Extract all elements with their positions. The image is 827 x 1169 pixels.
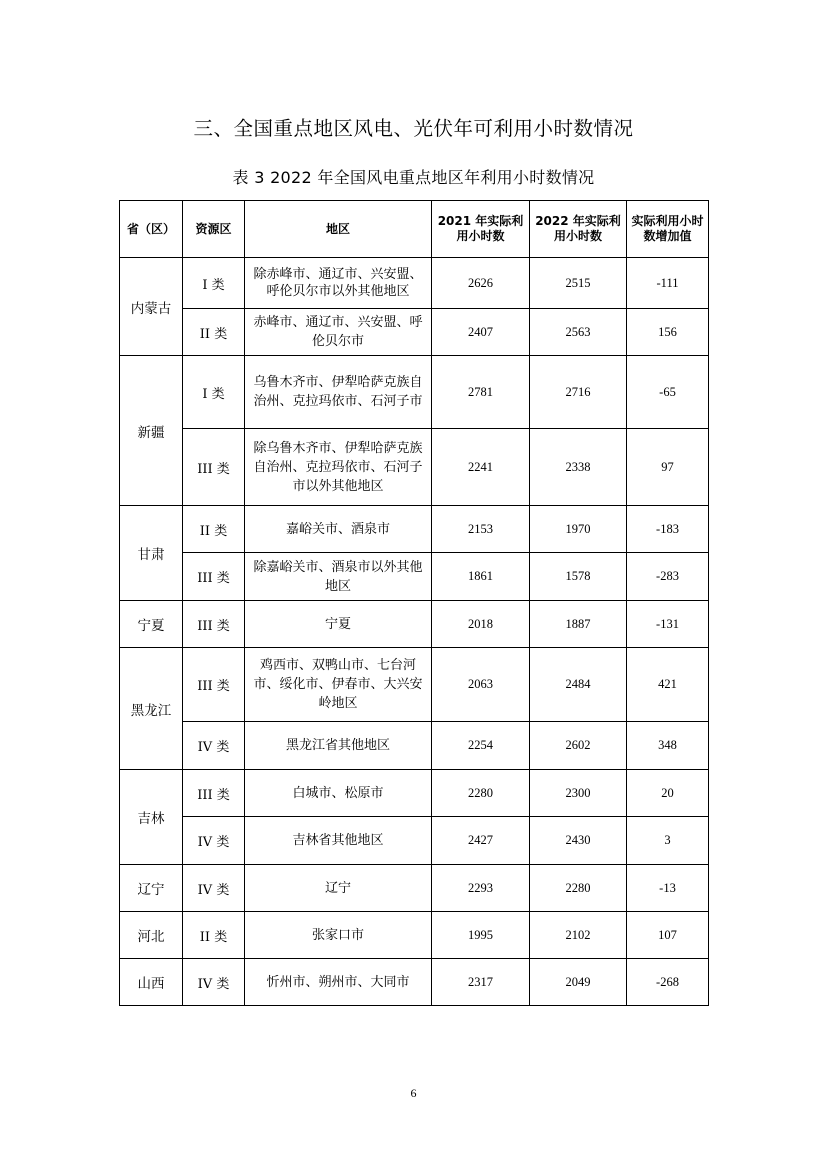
hours-delta-cell: -183 <box>627 506 709 553</box>
hours-2021-cell: 2407 <box>432 309 530 356</box>
resource-zone-cell: I 类 <box>183 356 245 429</box>
hours-2022-cell: 2515 <box>530 258 627 309</box>
hours-delta-cell: -131 <box>627 601 709 648</box>
header-area: 地区 <box>245 201 432 258</box>
hours-2021-cell: 2293 <box>432 865 530 912</box>
table-row <box>120 959 709 1006</box>
resource-zone-cell: II 类 <box>183 506 245 553</box>
area-cell: 鸡西市、双鸭山市、七台河市、绥化市、伊春市、大兴安岭地区 <box>245 648 432 722</box>
hours-delta-cell: -13 <box>627 865 709 912</box>
hours-2021-cell: 2626 <box>432 258 530 309</box>
province-cell: 宁夏 <box>120 601 183 648</box>
header-province: 省（区） <box>120 201 183 258</box>
hours-delta-cell: 156 <box>627 309 709 356</box>
area-cell: 除乌鲁木齐市、伊犁哈萨克族自治州、克拉玛依市、石河子市以外其他地区 <box>245 429 432 506</box>
hours-delta-cell: 421 <box>627 648 709 722</box>
table-row <box>120 506 709 553</box>
hours-2022-cell: 1578 <box>530 553 627 601</box>
hours-delta-cell: 348 <box>627 722 709 770</box>
hours-2021-cell: 2781 <box>432 356 530 429</box>
table-row <box>120 912 709 959</box>
resource-zone-cell: I 类 <box>183 258 245 309</box>
header-2022-hours: 2022 年实际利用小时数 <box>530 201 627 258</box>
hours-delta-cell: 107 <box>627 912 709 959</box>
table-header-row <box>120 201 709 258</box>
table-title: 表 3 2022 年全国风电重点地区年利用小时数情况 <box>232 168 595 187</box>
hours-2021-cell: 1995 <box>432 912 530 959</box>
hours-2021-cell: 2018 <box>432 601 530 648</box>
hours-2021-cell: 2241 <box>432 429 530 506</box>
hours-2022-cell: 2484 <box>530 648 627 722</box>
hours-delta-cell: 97 <box>627 429 709 506</box>
hours-2022-cell: 2338 <box>530 429 627 506</box>
resource-zone-cell: II 类 <box>183 912 245 959</box>
area-cell: 宁夏 <box>245 601 432 648</box>
hours-delta-cell: -268 <box>627 959 709 1006</box>
wind-utilization-table <box>119 200 709 1006</box>
hours-2021-cell: 2427 <box>432 817 530 865</box>
area-cell: 嘉峪关市、酒泉市 <box>245 506 432 553</box>
resource-zone-cell: III 类 <box>183 770 245 817</box>
table-row <box>120 817 709 865</box>
area-cell: 吉林省其他地区 <box>245 817 432 865</box>
table-row <box>120 601 709 648</box>
table-row <box>120 865 709 912</box>
page-number: 6 <box>410 1086 417 1100</box>
resource-zone-cell: III 类 <box>183 648 245 722</box>
province-cell: 黑龙江 <box>120 648 183 770</box>
hours-2021-cell: 2317 <box>432 959 530 1006</box>
hours-2021-cell: 2153 <box>432 506 530 553</box>
resource-zone-cell: III 类 <box>183 601 245 648</box>
table-row <box>120 770 709 817</box>
hours-2022-cell: 2049 <box>530 959 627 1006</box>
area-cell: 辽宁 <box>245 865 432 912</box>
resource-zone-cell: IV 类 <box>183 959 245 1006</box>
province-cell: 甘肃 <box>120 506 183 601</box>
hours-2021-cell: 2254 <box>432 722 530 770</box>
header-2021-hours: 2021 年实际利用小时数 <box>432 201 530 258</box>
header-resource-zone: 资源区 <box>183 201 245 258</box>
hours-delta-cell: 3 <box>627 817 709 865</box>
hours-2022-cell: 1887 <box>530 601 627 648</box>
hours-2021-cell: 2063 <box>432 648 530 722</box>
area-cell: 黑龙江省其他地区 <box>245 722 432 770</box>
area-cell: 白城市、松原市 <box>245 770 432 817</box>
table-row <box>120 309 709 356</box>
hours-delta-cell: 20 <box>627 770 709 817</box>
province-cell: 辽宁 <box>120 865 183 912</box>
area-cell: 张家口市 <box>245 912 432 959</box>
province-cell: 山西 <box>120 959 183 1006</box>
area-cell: 赤峰市、通辽市、兴安盟、呼伦贝尔市 <box>245 309 432 356</box>
section-title: 三、全国重点地区风电、光伏年可利用小时数情况 <box>193 117 634 140</box>
area-cell: 除赤峰市、通辽市、兴安盟、呼伦贝尔市以外其他地区 <box>245 258 432 309</box>
resource-zone-cell: III 类 <box>183 429 245 506</box>
resource-zone-cell: IV 类 <box>183 722 245 770</box>
hours-2022-cell: 2300 <box>530 770 627 817</box>
hours-delta-cell: -283 <box>627 553 709 601</box>
hours-2021-cell: 1861 <box>432 553 530 601</box>
hours-2022-cell: 2280 <box>530 865 627 912</box>
hours-delta-cell: -65 <box>627 356 709 429</box>
province-cell: 内蒙古 <box>120 258 183 356</box>
province-cell: 吉林 <box>120 770 183 865</box>
resource-zone-cell: IV 类 <box>183 865 245 912</box>
table-row <box>120 429 709 506</box>
resource-zone-cell: II 类 <box>183 309 245 356</box>
hours-2022-cell: 2716 <box>530 356 627 429</box>
hours-2022-cell: 2430 <box>530 817 627 865</box>
area-cell: 除嘉峪关市、酒泉市以外其他地区 <box>245 553 432 601</box>
hours-2021-cell: 2280 <box>432 770 530 817</box>
province-cell: 河北 <box>120 912 183 959</box>
hours-2022-cell: 2102 <box>530 912 627 959</box>
area-cell: 乌鲁木齐市、伊犁哈萨克族自治州、克拉玛依市、石河子市 <box>245 356 432 429</box>
table-row <box>120 356 709 429</box>
hours-2022-cell: 2602 <box>530 722 627 770</box>
table-row <box>120 258 709 309</box>
area-cell: 忻州市、朔州市、大同市 <box>245 959 432 1006</box>
header-hours-increase: 实际利用小时数增加值 <box>627 201 709 258</box>
table-row <box>120 648 709 722</box>
table-row <box>120 553 709 601</box>
resource-zone-cell: III 类 <box>183 553 245 601</box>
hours-2022-cell: 1970 <box>530 506 627 553</box>
province-cell: 新疆 <box>120 356 183 506</box>
hours-delta-cell: -111 <box>627 258 709 309</box>
table-row <box>120 722 709 770</box>
resource-zone-cell: IV 类 <box>183 817 245 865</box>
hours-2022-cell: 2563 <box>530 309 627 356</box>
